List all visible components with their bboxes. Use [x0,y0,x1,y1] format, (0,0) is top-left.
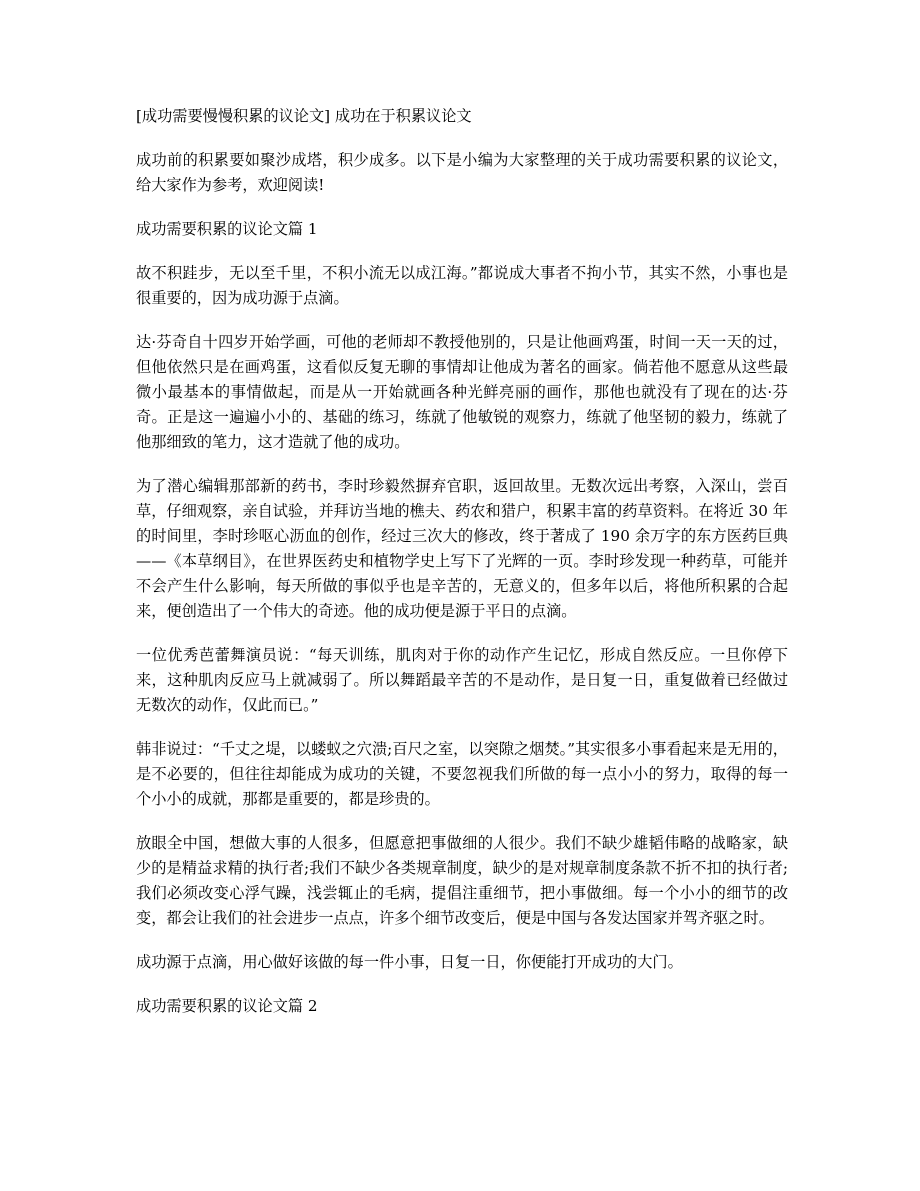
section-heading-2: 成功需要积累的议论文篇 2 [136,997,318,1015]
body-paragraph: 故不积跬步，无以至千里，不积小流无以成江海。”都说成大事者不拘小节，其实不然，小事也是很重要的，因为成功源于点滴。 [136,264,788,307]
body-paragraph: 放眼全中国，想做大事的人很多，但愿意把事做细的人很少。我们不缺少雄韬伟略的战略家，缺少的是精益求精的执行者;我们不缺少各类规章制度，缺少的是对规章制度条款不折不扣的执行者;我们必须改变心浮气躁，浅尝辄止的毛病，提倡注重细节，把小事做细。每一个小小的细节的改变，都会让我们的社会进步一点点，许多个细节改变后，便是中国与各发达国家并驾齐驱之时。 [136,834,788,927]
body-paragraph: 韩非说过：“千丈之堤，以蝼蚁之穴溃;百尺之室，以突隙之烟焚。”其实很多小事看起来是无用的，是不必要的，但往往却能成为成功的关键，不要忽视我们所做的每一点小小的努力，取得的每一个小小的成就，那都是重要的，都是珍贵的。 [136,740,788,808]
document-title: [成功需要慢慢积累的议论文] 成功在于积累议论文 [136,107,472,125]
body-paragraph: 为了潜心编辑那部新的药书，李时珍毅然摒弃官职，返回故里。无数次远出考察，入深山，尝百草，仔细观察，亲自试验，并拜访当地的樵夫、药农和猎户，积累丰富的药草资料。在将近 30 年的时间里，李时珍呕心沥血的创作，经过三次大的修改，终于著成了 190 余万字的东方医药巨典——《本草纲目》，在世界医药史和植物学史上写下了光辉的一页。李时珍发现一种药草，可能并不会产生什么影响，每天所做的事似乎也是辛苦的，无意义的，但多年以后，将他所积累的合起来，便创造出了一个伟大的奇迹。他的成功便是源于平日的点滴。 [136,477,788,620]
document-page [136,104,788,1038]
body-paragraph: 成功源于点滴，用心做好该做的每一件小事，日复一日，你便能打开成功的大门。 [136,953,683,971]
body-paragraph: 达·芬奇自十四岁开始学画，可他的老师却不教授他别的，只是让他画鸡蛋，时间一天一天的过，但他依然只是在画鸡蛋，这看似反复无聊的事情却让他成为著名的画家。倘若他不愿意从这些最微小最基本的事情做起，而是从一开始就画各种光鲜亮丽的画作，那他也就没有了现在的达·芬奇。正是这一遍遍小小的、基础的练习，练就了他敏锐的观察力，练就了他坚韧的毅力，练就了他那细致的笔力，这才造就了他的成功。 [136,333,788,451]
intro-paragraph: 成功前的积累要如聚沙成塔，积少成多。以下是小编为大家整理的关于成功需要积累的议论文，给大家作为参考，欢迎阅读! [136,151,788,194]
body-paragraph: 一位优秀芭蕾舞演员说：“每天训练，肌肉对于你的动作产生记忆，形成自然反应。一旦你停下来，这种肌肉反应马上就减弱了。所以舞蹈最辛苦的不是动作，是日复一日，重复做着已经做过无数次的动作，仅此而已。” [136,646,788,714]
section-heading-1: 成功需要积累的议论文篇 1 [136,220,318,238]
